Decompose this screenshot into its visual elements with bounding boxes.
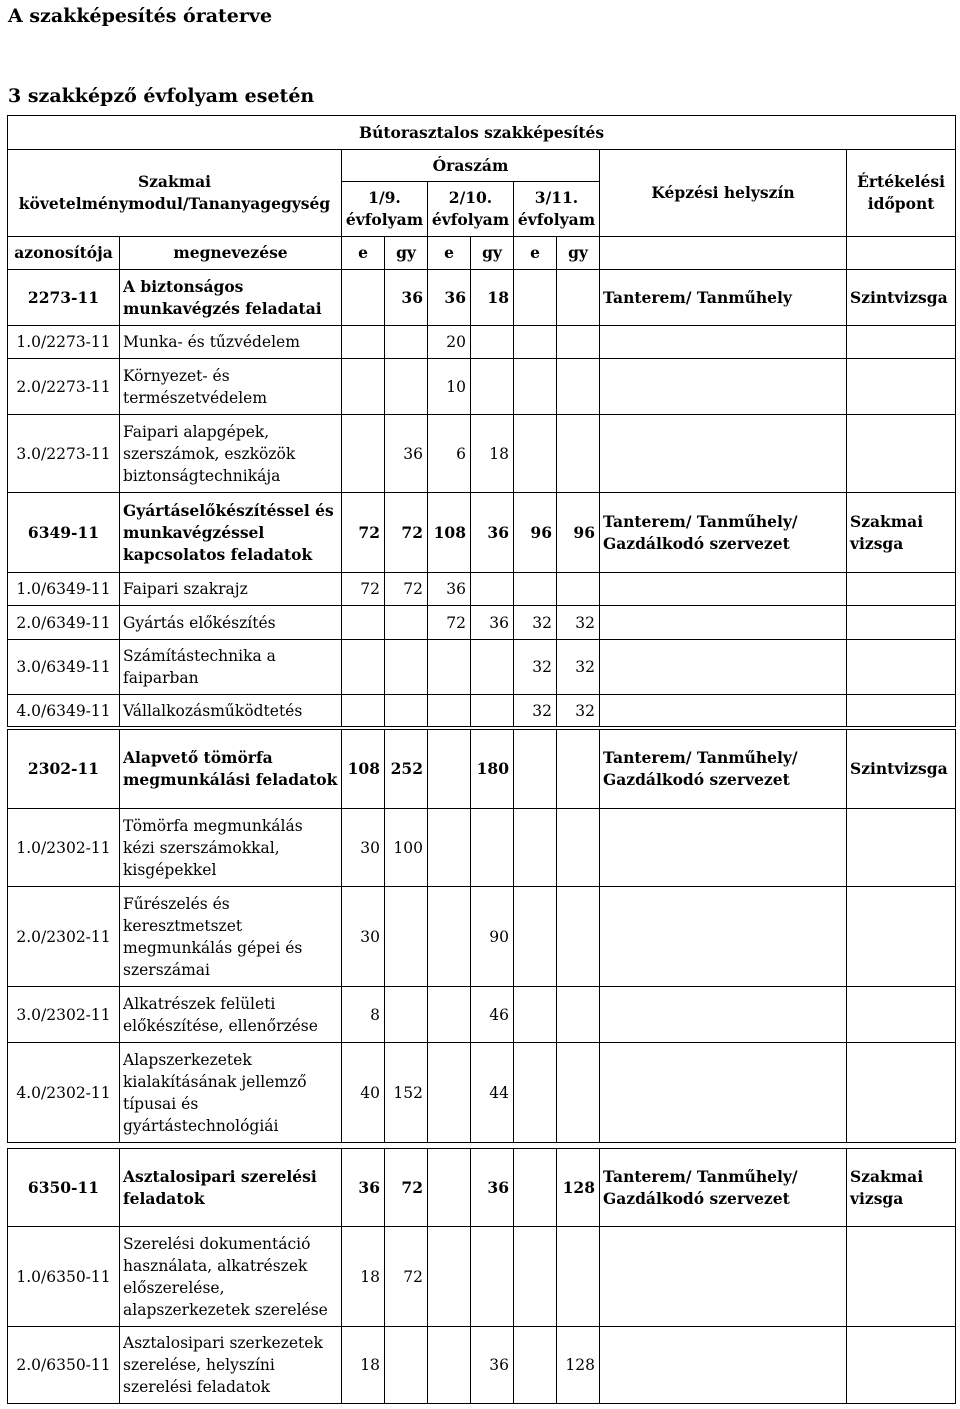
hours-cell [428,1327,471,1404]
module-header: Szakmai követelménymodul/Tananyagegység [8,150,342,237]
hours-cell: 46 [471,987,514,1043]
curriculum-table-part-3 [7,729,956,1143]
unit-name: Környezet- és természetvédelem [120,359,342,415]
hours-cell: 100 [385,809,428,887]
unit-name: Gyártás előkészítés [120,606,342,640]
hours-cell [557,1043,600,1143]
hours-cell [514,887,557,987]
hours-cell: 72 [385,1149,428,1227]
hours-cell [428,1227,471,1327]
hours-cell: 128 [557,1149,600,1227]
location-header: Képzési helyszín [600,150,847,237]
unit-id: 3.0/2273-11 [8,415,120,493]
hours-cell [557,1227,600,1327]
unit-id: 1.0/2302-11 [8,809,120,887]
hours-cell [471,695,514,727]
hours-cell [514,326,557,359]
hours-cell: 40 [342,1043,385,1143]
unit-name: Szerelési dokumentáció használata, alkatrészek előszerelése, alapszerkezetek szerelése [120,1227,342,1327]
curriculum-table [7,115,956,727]
location-cell: Tanterem/ Tanműhely [600,270,847,326]
unit-id: 1.0/2273-11 [8,326,120,359]
hours-cell [342,415,385,493]
hours-header: Óraszám [342,150,600,182]
unit-row [8,695,956,727]
hours-cell: 8 [342,987,385,1043]
year2-header: 2/10. évfolyam [428,182,514,237]
hours-cell: 252 [385,730,428,809]
hours-cell [471,359,514,415]
page-title: A szakképesítés óraterve [8,5,273,27]
hours-cell [557,359,600,415]
hours-cell [557,270,600,326]
module-row [8,1149,956,1227]
hours-cell: 32 [514,606,557,640]
unit-id: 2.0/6349-11 [8,606,120,640]
unit-id: 4.0/2302-11 [8,1043,120,1143]
gy-header: gy [385,237,428,270]
unit-name: Tömörfa megmunkálás kézi szerszámokkal, kisgépekkel [120,809,342,887]
module-id: 2302-11 [8,730,120,809]
module-name: A biztonságos munkavégzés feladatai [120,270,342,326]
unit-name: Fűrészelés és keresztmetszet megmunkálás gépei és szerszámai [120,887,342,987]
hours-cell [428,809,471,887]
hours-cell: 10 [428,359,471,415]
hours-cell [428,730,471,809]
name-column-header: megnevezése [120,237,342,270]
module-row [8,493,956,573]
hours-cell [514,1043,557,1143]
unit-id: 1.0/6349-11 [8,573,120,606]
unit-name: Munka- és tűzvédelem [120,326,342,359]
assessment-cell: Szintvizsga [847,730,956,809]
hours-cell [514,1149,557,1227]
hours-cell: 36 [428,573,471,606]
hours-cell: 128 [557,1327,600,1404]
hours-cell: 30 [342,887,385,987]
hours-cell [514,1327,557,1404]
gy-header: gy [557,237,600,270]
unit-id: 2.0/6350-11 [8,1327,120,1404]
hours-cell: 72 [385,573,428,606]
unit-row [8,359,956,415]
hours-cell [385,326,428,359]
year1-header: 1/9. évfolyam [342,182,428,237]
hours-cell [514,987,557,1043]
hours-cell [471,326,514,359]
hours-cell [514,573,557,606]
hours-cell: 32 [557,640,600,695]
hours-cell: 30 [342,809,385,887]
hours-cell: 18 [342,1327,385,1404]
hours-cell: 32 [557,695,600,727]
unit-id: 2.0/2273-11 [8,359,120,415]
hours-cell [385,695,428,727]
unit-name: Számítástechnika a faiparban [120,640,342,695]
location-cell: Tanterem/ Tanműhely/ Gazdálkodó szervezet [600,1149,847,1227]
qualification-header: Bútorasztalos szakképesítés [8,116,956,150]
hours-cell: 18 [471,270,514,326]
hours-cell: 36 [471,606,514,640]
module-name: Alapvető tömörfa megmunkálási feladatok [120,730,342,809]
hours-cell: 72 [385,493,428,573]
unit-name: Faipari szakrajz [120,573,342,606]
hours-cell [385,359,428,415]
unit-row [8,1327,956,1404]
module-name: Gyártáselőkészítéssel és munkavégzéssel kapcsolatos feladatok [120,493,342,573]
hours-cell: 36 [385,270,428,326]
assessment-cell: Szintvizsga [847,270,956,326]
unit-name: Vállalkozásműködtetés [120,695,342,727]
hours-cell [514,415,557,493]
hours-cell [342,695,385,727]
hours-cell [385,606,428,640]
hours-cell [342,270,385,326]
hours-cell: 72 [342,573,385,606]
curriculum-table-part-4 [7,1148,956,1404]
hours-cell: 72 [385,1227,428,1327]
unit-name: Alapszerkezetek kialakításának jellemző típusai és gyártástechnológiái [120,1043,342,1143]
hours-cell [342,359,385,415]
hours-cell: 32 [557,606,600,640]
unit-row [8,1043,956,1143]
hours-cell [557,326,600,359]
hours-cell: 90 [471,887,514,987]
hours-cell: 152 [385,1043,428,1143]
page-subtitle: 3 szakképző évfolyam esetén [8,85,315,107]
hours-cell [428,695,471,727]
hours-cell: 36 [471,1149,514,1227]
gy-header: gy [471,237,514,270]
location-cell: Tanterem/ Tanműhely/ Gazdálkodó szervezet [600,730,847,809]
hours-cell [428,987,471,1043]
year3-header: 3/11. évfolyam [514,182,600,237]
unit-id: 4.0/6349-11 [8,695,120,727]
hours-cell: 180 [471,730,514,809]
hours-cell: 36 [428,270,471,326]
id-column-header: azonosítója [8,237,120,270]
unit-name: Faipari alapgépek, szerszámok, eszközök biztonságtechnikája [120,415,342,493]
hours-cell [342,606,385,640]
e-header: e [514,237,557,270]
module-row [8,270,956,326]
hours-cell: 32 [514,640,557,695]
hours-cell [514,270,557,326]
module-id: 2273-11 [8,270,120,326]
hours-cell: 108 [342,730,385,809]
hours-cell [471,1227,514,1327]
hours-cell: 6 [428,415,471,493]
hours-cell: 96 [557,493,600,573]
e-header: e [428,237,471,270]
hours-cell [557,809,600,887]
unit-name: Asztalosipari szerkezetek szerelése, helyszíni szerelési feladatok [120,1327,342,1404]
hours-cell: 18 [471,415,514,493]
hours-cell [385,887,428,987]
unit-row [8,987,956,1043]
hours-cell: 20 [428,326,471,359]
location-cell: Tanterem/ Tanműhely/ Gazdálkodó szervezet [600,493,847,573]
unit-row [8,1227,956,1327]
unit-row [8,809,956,887]
hours-cell [385,1327,428,1404]
hours-cell [514,730,557,809]
hours-cell: 108 [428,493,471,573]
hours-cell: 36 [342,1149,385,1227]
hours-cell [342,640,385,695]
hours-cell [385,987,428,1043]
unit-id: 2.0/2302-11 [8,887,120,987]
hours-cell [557,415,600,493]
e-header: e [342,237,385,270]
hours-cell [385,640,428,695]
hours-cell [428,1043,471,1143]
hours-cell: 72 [428,606,471,640]
hours-cell: 36 [385,415,428,493]
unit-row [8,887,956,987]
assessment-header: Értékelési időpont [847,150,956,237]
module-row [8,730,956,809]
unit-row [8,573,956,606]
hours-cell: 36 [471,1327,514,1404]
hours-cell: 36 [471,493,514,573]
unit-row [8,415,956,493]
module-id: 6350-11 [8,1149,120,1227]
hours-cell: 18 [342,1227,385,1327]
module-id: 6349-11 [8,493,120,573]
hours-cell [428,887,471,987]
unit-id: 1.0/6350-11 [8,1227,120,1327]
hours-cell [428,1149,471,1227]
hours-cell [471,809,514,887]
hours-cell: 44 [471,1043,514,1143]
unit-row [8,326,956,359]
hours-cell [428,640,471,695]
hours-cell [471,640,514,695]
hours-cell: 72 [342,493,385,573]
hours-cell [514,1227,557,1327]
unit-row [8,640,956,695]
module-name: Asztalosipari szerelési feladatok [120,1149,342,1227]
hours-cell: 96 [514,493,557,573]
assessment-cell: Szakmai vizsga [847,1149,956,1227]
unit-id: 3.0/6349-11 [8,640,120,695]
unit-id: 3.0/2302-11 [8,987,120,1043]
hours-cell [557,887,600,987]
hours-cell [557,730,600,809]
hours-cell [514,359,557,415]
assessment-cell: Szakmai vizsga [847,493,956,573]
unit-name: Alkatrészek felületi előkészítése, ellenőrzése [120,987,342,1043]
hours-cell [557,987,600,1043]
hours-cell [471,573,514,606]
unit-row [8,606,956,640]
hours-cell [557,573,600,606]
hours-cell: 32 [514,695,557,727]
hours-cell [514,809,557,887]
hours-cell [342,326,385,359]
